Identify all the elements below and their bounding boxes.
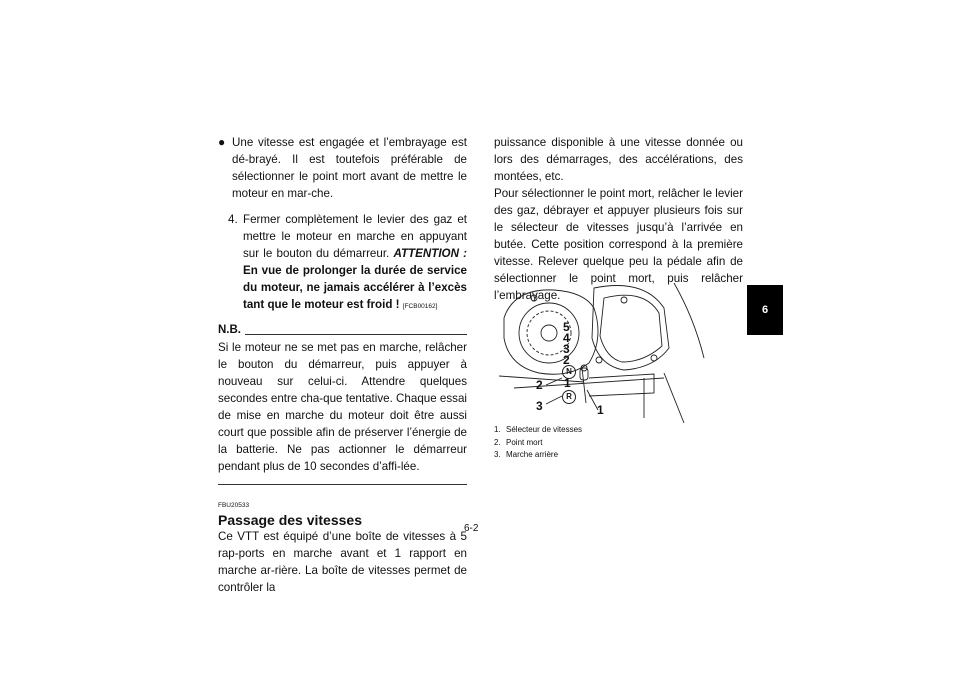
callout-1: 1 [597,403,604,417]
callout-3: 3 [536,399,543,413]
caption-number: 1. [494,425,501,434]
nb-label: N.B. [218,324,241,336]
gear-label-neutral: N [562,365,576,379]
bullet-text: Une vitesse est engagée et l’embrayage est dé-brayé. Il est toutefois préférable de sélectionner le point mort avant de mettre le moteur en mar-che. [232,136,467,200]
figure-captions [494,424,734,462]
caption-number: 2. [494,437,501,447]
section-text: Ce VTT est équipé d’une boîte de vitesses à 5 rap-ports en marche avant et 1 rapport en marche ar-rière. La boîte de vitesses permet de contrôler la [218,530,467,594]
step-number: 4. [228,213,238,226]
section-code: FBU20533 [218,502,250,509]
caption-number: 3. [494,450,501,459]
gear-label-2: 2 [563,353,570,367]
caption-item [494,437,734,450]
paragraph-2: Pour sélectionner le point mort, relâcher le levier des gaz, débrayer et appuyer plusieurs fois sur le sélecteur de vitesses jusqu’à l’arrivée en butée. Cette position correspond à la première vitesse. Relever quelque peu la pédale afin de sélectionner le point mort, puis relâcher l’embrayage. [494,187,743,302]
step-4 [218,211,467,315]
nb-header [218,322,467,339]
attention-label: ATTENTION : [393,247,467,260]
gear-label-reverse: R [562,390,576,404]
gear-shift-illustration [494,278,720,424]
step-text: Fermer complètement le levier des gaz et mettre le moteur en marche en appuyant sur le bouton du démarreur. [243,213,467,260]
attention-text: En vue de prolonger la durée de service du moteur, ne jamais accélérer à l’excès tant que le moteur est froid ! [243,264,467,311]
caption-text: Sélecteur de vitesses [506,425,583,434]
left-column [218,134,467,596]
nb-note [218,322,467,485]
step-content [243,211,467,315]
gear-label-3: 3 [563,342,570,356]
nb-text: Si le moteur ne se met pas en marche, relâcher le bouton du démarreur, puis appuyer à nouveau sur celui-ci. Attendre quelques secondes entre cha-que tentative. Chaque essai de mise en marche du moteur doit être aussi court que possible afin de préserver l’énergie de la batterie. Ne pas actionner le démarreur pendant plus de 10 secondes d’affi-lée. [218,341,467,473]
page-number: 6-2 [464,523,479,534]
caption-text: Marche arrière [506,450,559,459]
bullet-item [218,134,467,202]
gear-label-1: 1 [564,376,571,390]
chapter-tab: 6 [747,285,783,335]
section-title: Passage des vitesses [218,512,362,528]
paragraph-1: puissance disponible à une vitesse donnée ou lors des démarrages, des accélérations, des montées, etc. [494,136,743,183]
bullet-dot: ● [218,135,226,149]
nb-end-rule [218,484,467,485]
gear-label-5: 5 [563,320,570,334]
attention-code: [FCB00162] [402,303,438,310]
callout-2: 2 [536,378,543,392]
caption-text: Point mort [506,437,543,447]
caption-item [494,424,734,437]
caption-item [494,449,734,462]
nb-rule [245,334,467,335]
gear-label-4: 4 [563,331,570,345]
